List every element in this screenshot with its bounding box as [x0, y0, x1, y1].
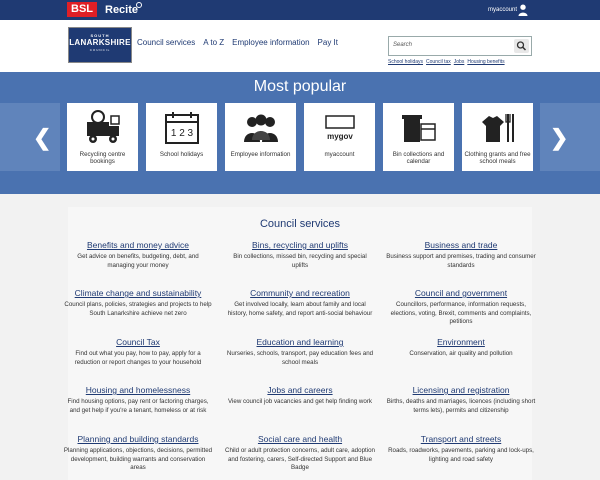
search-button[interactable] [514, 39, 529, 53]
service-link[interactable]: Education and learning [256, 337, 344, 347]
service-link[interactable]: Bins, recycling and uplifts [252, 240, 348, 250]
council-services-section [63, 207, 536, 480]
service-item [386, 337, 536, 359]
quick-link-jobs[interactable]: Jobs [453, 59, 465, 65]
main-nav [137, 38, 338, 47]
service-link[interactable]: Business and trade [424, 240, 498, 250]
service-description: Get advice on benefits, budgeting, debt, and managing your money [77, 253, 199, 269]
service-item [386, 240, 536, 270]
service-description: Council plans, policies, strategies and projects to help South Lanarkshire achieve net zero [64, 301, 212, 317]
service-item [225, 288, 375, 318]
recycling-icon [83, 108, 123, 148]
popular-card-label: Bin collections and calendar [392, 151, 445, 165]
service-item [386, 385, 536, 415]
nav-a-to-z[interactable]: A to Z [203, 38, 225, 47]
svg-text:1 2 3: 1 2 3 [170, 128, 194, 139]
popular-card-label: Employee information [230, 151, 291, 158]
service-item [386, 288, 536, 327]
service-link[interactable]: Social care and health [257, 434, 343, 444]
service-description: Child or adult protection concerns, adult care, adoption and fostering, carers, Self-directed Support and Blue Badge [225, 447, 375, 472]
service-description: Get involved locally, learn about family and local history, home safety, and report anti-social behaviour [227, 301, 373, 317]
service-link[interactable]: Planning and building standards [77, 434, 199, 444]
service-item [63, 434, 213, 473]
service-link[interactable]: Licensing and registration [412, 385, 510, 395]
bsl-button[interactable]: BSL [67, 2, 97, 17]
service-description: Planning applications, objections, decisions, permitted development, building warrants and conservation areas [63, 447, 213, 472]
popular-card-recycling[interactable] [67, 103, 138, 171]
mygovscot-icon [320, 108, 360, 148]
popular-card-label: Clothing grants and free school meals [464, 151, 531, 165]
carousel-next-arrow[interactable]: ❯ [550, 125, 569, 150]
quick-link-school-holidays[interactable]: School holidays [388, 59, 424, 65]
service-link[interactable]: Jobs and careers [267, 385, 333, 395]
popular-card-label: myaccount [324, 151, 355, 158]
popular-card-label: School holidays [159, 151, 204, 158]
nav-pay-it[interactable]: Pay It [317, 38, 338, 47]
service-description: Roads, roadworks, pavements, parking and lock-ups, lighting and road safety [388, 447, 534, 463]
service-link[interactable]: Benefits and money advice [86, 240, 190, 250]
most-popular-title: Most popular [253, 78, 347, 95]
service-link[interactable]: Environment [437, 337, 485, 347]
logo-line-3: COUNCIL [89, 48, 111, 52]
service-description: View council job vacancies and get help finding work [227, 398, 372, 405]
service-item [225, 385, 375, 407]
employees-icon [241, 108, 281, 148]
service-link[interactable]: Community and recreation [250, 288, 350, 298]
popular-card-clothing-grants[interactable] [462, 103, 533, 171]
most-popular-section [0, 72, 600, 194]
service-description: Bin collections, missed bin, recycling and special uplifts [233, 253, 367, 269]
council-services-title: Council services [259, 218, 341, 230]
service-description: Conservation, air quality and pollution [409, 350, 513, 357]
service-description: Councillors, performance, information requests, elections, voting, Brexit, comments and complaints, petitions [390, 301, 532, 326]
service-link[interactable]: Climate change and sustainability [74, 288, 202, 298]
service-item [225, 240, 375, 270]
site-header [0, 20, 600, 72]
service-description: Find housing options, pay rent or factoring charges, and get help if you're a tenant, homeless or at risk [67, 398, 209, 414]
service-item [63, 288, 213, 318]
popular-card-label: Recycling centre bookings [79, 151, 126, 165]
service-item [63, 385, 213, 415]
service-description: Business support and premises, trading and consumer standards [386, 253, 536, 269]
user-icon[interactable] [518, 4, 528, 16]
service-description: Nurseries, schools, transport, pay education fees and school meals [226, 350, 374, 366]
service-link[interactable]: Council Tax [116, 337, 160, 347]
recite-icon [136, 2, 142, 8]
popular-card-employee-information[interactable] [225, 103, 296, 171]
service-item [386, 434, 536, 464]
service-item [63, 337, 213, 367]
service-description: Find out what you pay, how to pay, apply for a reduction or report changes to your household [74, 350, 202, 366]
calendar-icon [162, 108, 202, 148]
logo-line-2: LANARKSHIRE [69, 38, 131, 47]
service-link[interactable]: Transport and streets [420, 434, 502, 444]
svg-text:mygov: mygov [327, 132, 353, 141]
search-placeholder: Search [393, 42, 413, 48]
service-link[interactable]: Housing and homelessness [85, 385, 191, 395]
popular-card-school-holidays[interactable] [146, 103, 217, 171]
clothing-meals-icon [478, 108, 518, 148]
popular-card-bin-collections[interactable] [383, 103, 454, 171]
recite-button[interactable]: Recite [105, 4, 139, 16]
council-logo[interactable] [68, 27, 132, 63]
popular-card-myaccount[interactable] [304, 103, 375, 171]
service-description: Births, deaths and marriages, licences (including short terms lets), permits and citizenship [386, 398, 536, 414]
service-item [225, 337, 375, 367]
service-link[interactable]: Council and government [414, 288, 508, 298]
nav-council-services[interactable]: Council services [137, 38, 196, 47]
search-icon [514, 39, 529, 53]
service-item [225, 434, 375, 473]
quick-link-council-tax[interactable]: Council tax [426, 59, 451, 65]
search-input[interactable] [388, 36, 532, 56]
myaccount-link[interactable]: myaccount [488, 7, 518, 13]
carousel-prev-arrow[interactable]: ❮ [33, 125, 52, 150]
quick-links [388, 59, 505, 65]
service-item [63, 240, 213, 270]
logo-line-1: SOUTH [90, 33, 110, 38]
carousel-next-preview [540, 103, 600, 171]
bin-calendar-icon [399, 108, 439, 148]
top-bar [0, 0, 600, 20]
nav-employee-information[interactable]: Employee information [232, 38, 310, 47]
quick-link-housing-benefits[interactable]: Housing benefits [467, 59, 505, 65]
